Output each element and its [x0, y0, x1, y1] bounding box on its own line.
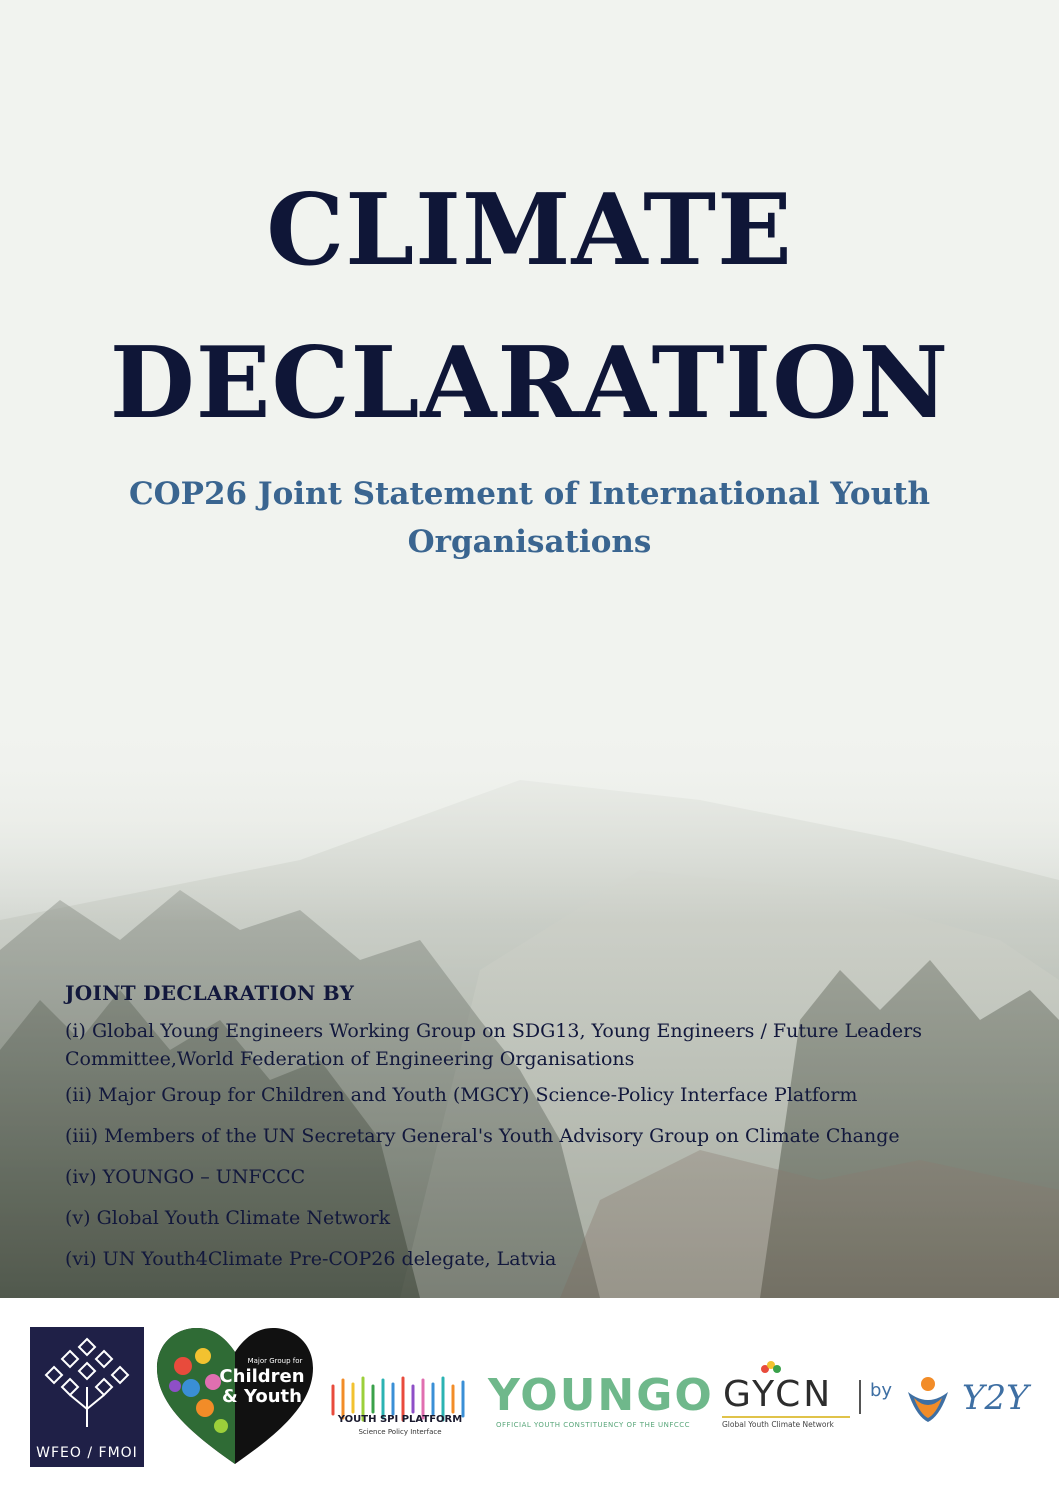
joint-declaration-section: [65, 981, 995, 1286]
youth-spi-platform-logo: [325, 1362, 475, 1438]
gycn-logo-subtitle: Global Youth Climate Network: [722, 1420, 834, 1429]
wfeo-logo-text: WFEO / FMOI: [36, 1445, 138, 1461]
wfeo-logo: [30, 1327, 144, 1467]
declaration-item: (v) Global Youth Climate Network: [65, 1207, 391, 1229]
spi-logo-subtitle: Science Policy Interface: [358, 1428, 442, 1436]
declaration-item: (iii) Members of the UN Secretary General's Youth Advisory Group on Climate Change: [65, 1125, 900, 1147]
youngo-logo: YOUNGO: [488, 1370, 714, 1421]
title-line-2: DECLARATION: [109, 326, 950, 441]
declaration-item: (i) Global Young Engineers Working Group on SDG13, Young Engineers / Future Leaders Committee,World Federation of Engineering Organisations: [65, 1020, 922, 1070]
y2y-logo: Y2Y: [962, 1378, 1029, 1418]
logo-divider: [859, 1380, 861, 1414]
gycn-logo-underline: [722, 1416, 850, 1418]
mgcy-logo-text: Children & Youth: [219, 1366, 305, 1407]
y2y-figure-icon: [900, 1374, 956, 1424]
subtitle: COP26 Joint Statement of International Youth Organisations: [128, 476, 931, 560]
youngo-logo-subtitle: OFFICIAL YOUTH CONSTITUENCY OF THE UNFCCC: [496, 1421, 691, 1429]
gycn-logo: GYCN: [723, 1374, 834, 1415]
declaration-item: (iv) YOUNGO – UNFCCC: [65, 1166, 306, 1188]
tree-icon: [30, 1327, 144, 1437]
mgcy-logo-caption: Major Group for: [247, 1357, 303, 1365]
declaration-item: (vi) UN Youth4Climate Pre-COP26 delegate, Latvia: [65, 1248, 557, 1270]
declaration-item: (ii) Major Group for Children and Youth (MGCY) Science-Policy Interface Platform: [65, 1084, 858, 1106]
by-label: by: [870, 1380, 893, 1401]
joint-declaration-heading: JOINT DECLARATION BY: [65, 981, 355, 1005]
spi-logo-title: YOUTH SPI PLATFORM: [337, 1414, 463, 1425]
title-line-1: CLIMATE: [266, 173, 793, 288]
